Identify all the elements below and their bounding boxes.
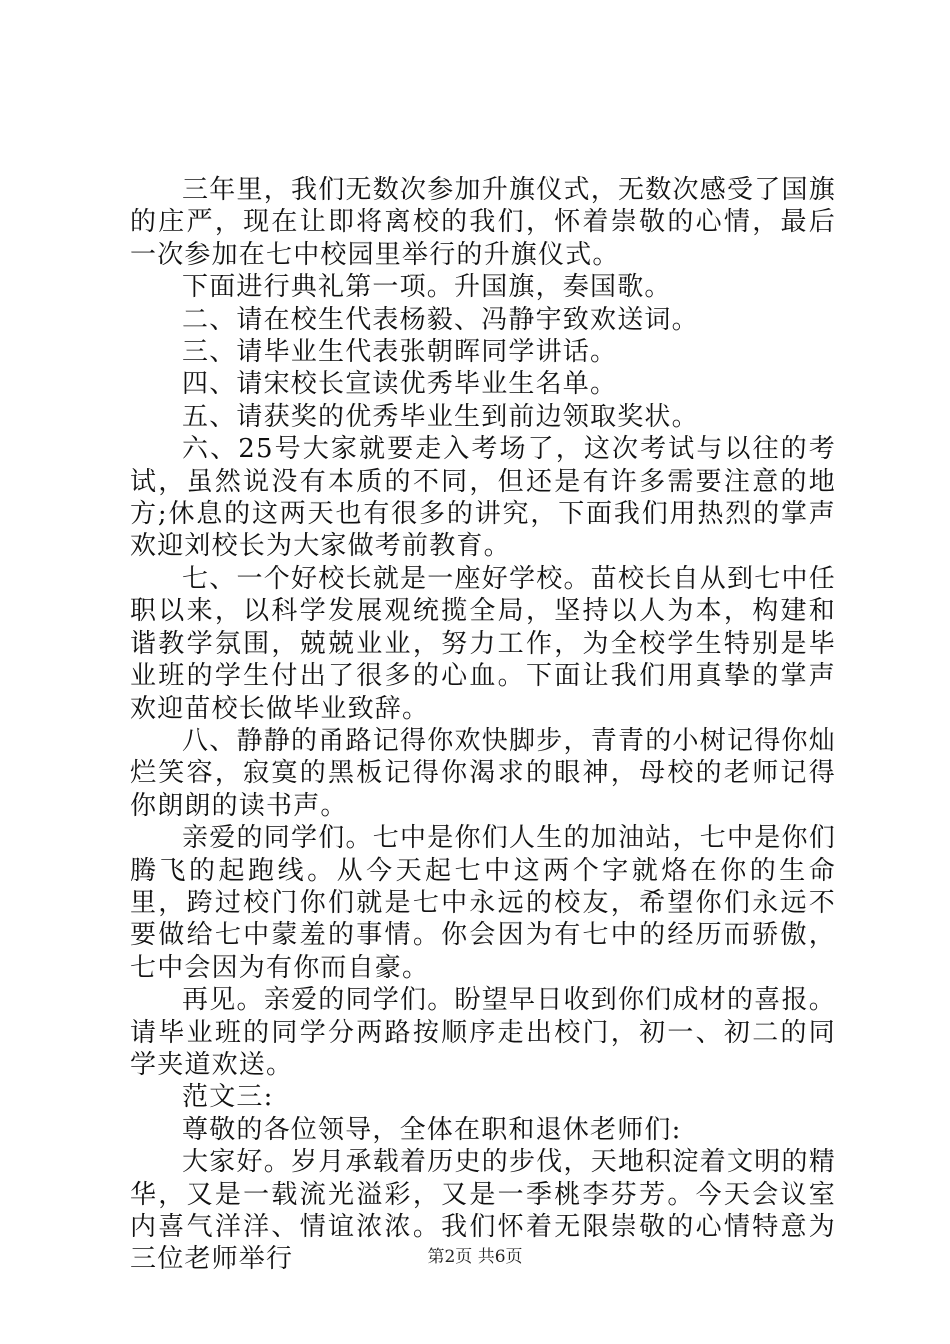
paragraph-flag-ceremony: 三年里，我们无数次参加升旗仪式，无数次感受了国旗的庄严，现在让即将离校的我们，怀着崇敬的心情，最后一次参加在七中校园里举行的升旗仪式。 — [130, 175, 836, 270]
paragraph-item-8: 八、静静的甬路记得你欢快脚步，青青的小树记得你灿烂笑容，寂寞的黑板记得你渴求的眼神，母校的老师记得你朗朗的读书声。 — [130, 725, 836, 821]
paragraph-item-2: 二、请在校生代表杨毅、冯静宇致欢送词。 — [182, 304, 699, 335]
section-heading-sample-3: 范文三: — [182, 1082, 274, 1113]
paragraph-farewell: 再见。亲爱的同学们。盼望早日收到你们成材的喜报。请毕业班的同学分两路按顺序走出校门，初一、初二的同学夹道欢送。 — [130, 985, 836, 1080]
paragraph-item-6: 六、25号大家就要走入考场了，这次考试与以往的考试，虽然说没有本质的不同，但还是有许多需要注意的地方;休息的这两天也有很多的讲究，下面我们用热烈的掌声欢迎刘校长为大家做考前教育。 — [130, 434, 836, 562]
paragraph-item-7: 七、一个好校长就是一座好学校。苗校长自从到七中任职以来，以科学发展观统揽全局，坚持以人为本，构建和谐教学氛围，兢兢业业，努力工作，为全校学生特别是毕业班的学生付出了很多的心血。下面让我们用真挚的掌声欢迎苗校长做毕业致辞。 — [130, 563, 836, 724]
paragraph-greeting: 大家好。岁月承载着历史的步伐，天地积淀着文明的精华，又是一载流光溢彩，又是一季桃李芬芳。今天会议室内喜气洋洋、情谊浓浓。我们怀着无限崇敬的心情特意为三位老师举行 — [130, 1147, 836, 1275]
paragraph-item-5: 五、请获奖的优秀毕业生到前边领取奖状。 — [182, 401, 699, 432]
document-body — [130, 174, 836, 1276]
page-number-footer: 第2页 共6页 — [427, 1247, 523, 1267]
paragraph-item-4: 四、请宋校长宣读优秀毕业生名单。 — [182, 369, 618, 400]
paragraph-salutation: 尊敬的各位领导，全体在职和退休老师们: — [182, 1114, 682, 1145]
paragraph-item-1: 下面进行典礼第一项。升国旗，奏国歌。 — [182, 272, 672, 303]
paragraph-item-3: 三、请毕业生代表张朝晖同学讲话。 — [182, 337, 618, 368]
paragraph-dear-students: 亲爱的同学们。七中是你们人生的加油站，七中是你们腾飞的起跑线。从今天起七中这两个字就烙在你的生命里，跨过校门你们就是七中永远的校友，希望你们永远不要做给七中蒙羞的事情。你会因为有七中的经历而骄傲，七中会因为有你而自豪。 — [130, 823, 836, 983]
